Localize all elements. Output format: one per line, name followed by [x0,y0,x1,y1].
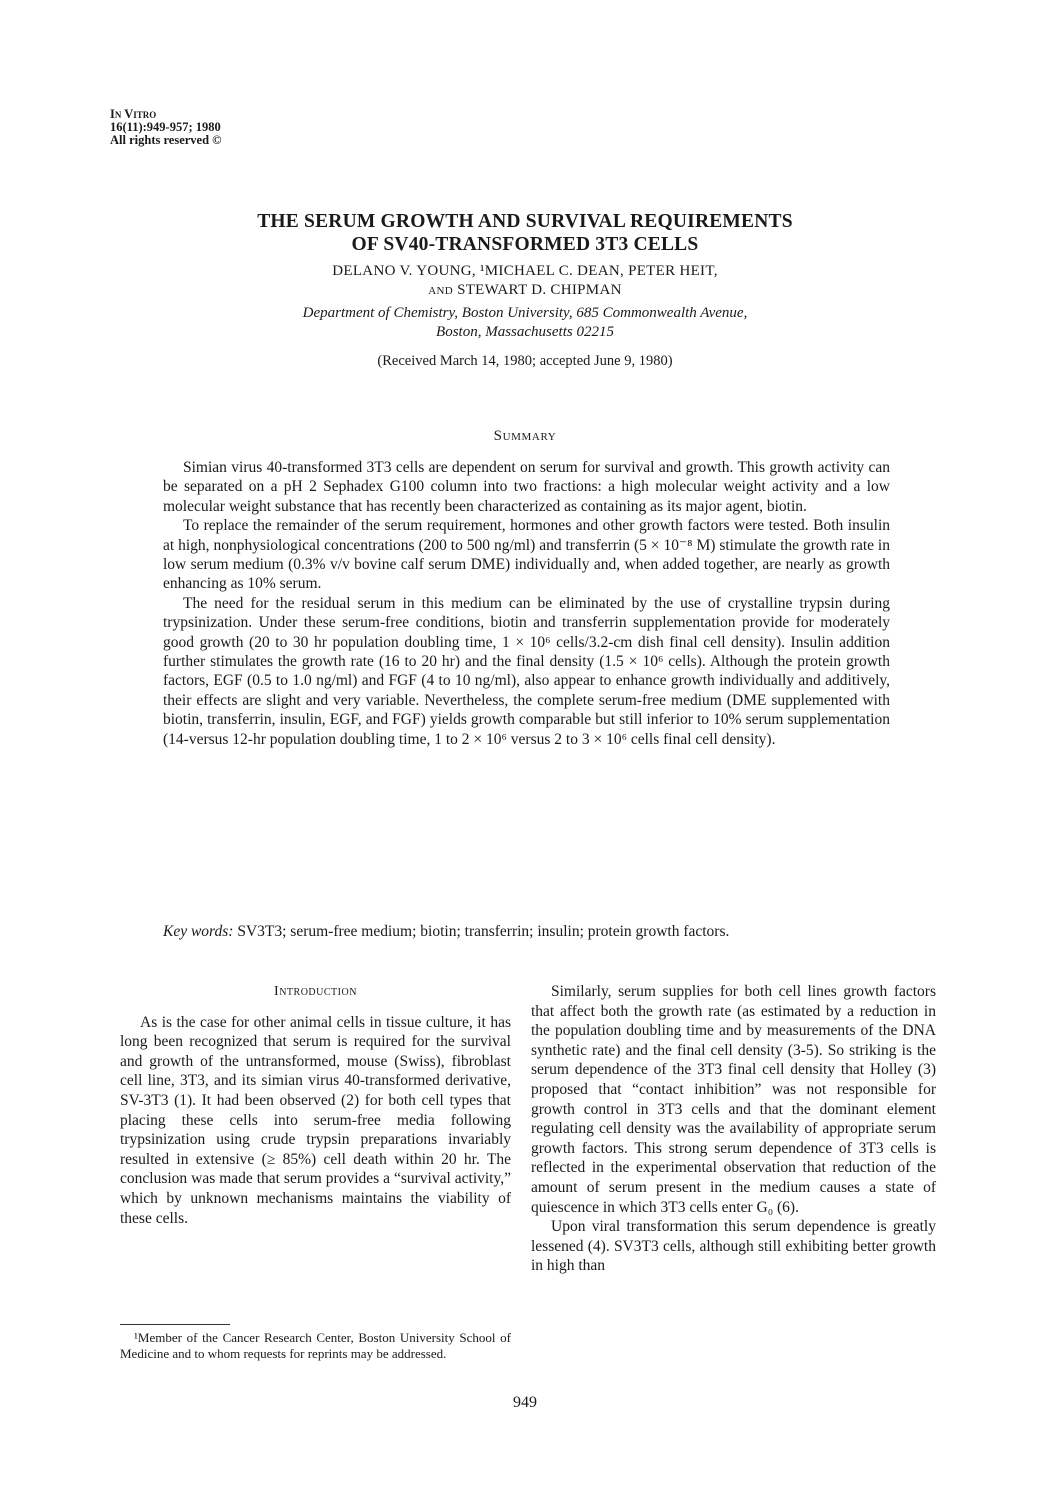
author-list-line-2 [0,281,1050,300]
affiliation-line-2: Boston, Massachusetts 02215 [436,324,614,340]
journal-citation: 16(11):949-957; 1980 [110,120,221,134]
keywords-label: Key words: [163,923,234,940]
article-title-line-2: OF SV40-TRANSFORMED 3T3 CELLS [351,234,699,255]
keywords-text: SV3T3; serum-free medium; biotin; transferrin; insulin; protein growth factors. [237,923,730,940]
summary-paragraph-2: To replace the remainder of the serum requirement, hormones and other growth factors were tested. Both insulin at high, nonphysiological concentrations (200 to 500 ng/ml) and transferrin (5 × 10⁻⁸ M) stimulate the growth rate in low serum medium (0.3% v/v bovine calf serum DME) individually and, when added together, are nearly as growth enhancing as 10% serum. [163,517,890,593]
left-column [120,982,511,1228]
author-list-line-1: DELANO V. YOUNG, ¹MICHAEL C. DEAN, PETER HEIT, [332,263,718,279]
affiliation [0,304,1050,342]
footnote [120,1330,511,1363]
affiliation-line-1: Department of Chemistry, Boston University, 685 Commonwealth Avenue, [302,305,748,321]
footnote-divider [120,1324,230,1325]
author-list [0,262,1050,300]
introduction-heading: Introduction [274,984,357,999]
journal-rights: All rights reserved © [110,133,222,147]
page-number: 949 [513,1394,537,1411]
introduction-paragraph-3: Upon viral transformation this serum dependence is greatly lessened (4). SV3T3 cells, although still exhibiting better growth in high than [531,1218,936,1275]
summary-paragraph-1: Simian virus 40-transformed 3T3 cells are dependent on serum for survival and growth. This growth activity can be separated on a pH 2 Sephadex G100 column into two fractions: a high molecular weight activity and a low molecular weight substance that has recently been characterized as containing as its major agent, biotin. [163,459,890,515]
summary-body [163,458,890,749]
footnote-text: ¹Member of the Cancer Research Center, Boston University School of Medicine and to whom requests for reprints may be addressed. [120,1330,511,1362]
summary-paragraph-3: The need for the residual serum in this medium can be eliminated by the use of crystalline trypsin during trypsinization. Under these serum-free conditions, biotin and transferrin supplementation provide for moderately good growth (20 to 30 hr population doubling time, 1 × 10⁶ cells/3.2-cm dish final cell density). Insulin addition further stimulates the growth rate (16 to 20 hr) and the final density (1.5 × 10⁶ cells). Although the protein growth factors, EGF (0.5 to 1.0 ng/ml) and FGF (4 to 10 ng/ml), also appear to enhance growth individually and additively, their effects are slight and very variable. Nevertheless, the complete serum-free medium (DME supplemented with biotin, transferrin, insulin, EGF, and FGF) yields growth comparable but still inferior to 10% serum supplementation (14-versus 12-hr population doubling time, 1 to 2 × 10⁶ versus 2 to 3 × 10⁶ cells final cell density). [163,594,890,748]
received-dates: (Received March 14, 1980; accepted June 9, 1980) [377,353,673,369]
keywords [163,922,890,941]
author-conjunction: and [428,282,453,298]
article-title-line-1: THE SERUM GROWTH AND SURVIVAL REQUIREMENTS [257,211,793,232]
introduction-paragraph-1: As is the case for other animal cells in tissue culture, it has long been recognized that serum is required for the survival and growth of the untransformed, mouse (Swiss), fibroblast cell line, 3T3, and its simian virus 40-transformed derivative, SV-3T3 (1). It had been observed (2) for both cell types that placing these cells into serum-free media following trypsinization using crude trypsin preparations invariably resulted in extensive (≥ 85%) cell death within 20 hr. The conclusion was made that serum provides a “survival activity,” which by unknown mechanisms maintains the viability of these cells. [120,1013,511,1227]
journal-name: In Vitro [110,107,157,121]
author-last-name: STEWART D. CHIPMAN [457,282,622,298]
journal-header [110,108,222,147]
right-column [531,982,936,1276]
article-title [0,210,1050,256]
summary-heading: Summary [493,428,557,444]
introduction-paragraph-2: Similarly, serum supplies for both cell lines growth factors that affect both the growth rate (as estimated by a reduction in the population doubling time and by measurements of the DNA synthetic rate) and the final cell density (3-5). So striking is the serum dependence of the 3T3 final cell density that Holley (3) proposed that “contact inhibition” was not responsible for growth control in 3T3 cells and that the dominant element regulating cell density was the availability of appropriate serum growth factors. This strong serum dependence of 3T3 cells is reflected in the experimental observation that reduction of the amount of serum present in the medium causes a state of quiescence in which 3T3 cells enter G₀ (6). [531,983,936,1216]
